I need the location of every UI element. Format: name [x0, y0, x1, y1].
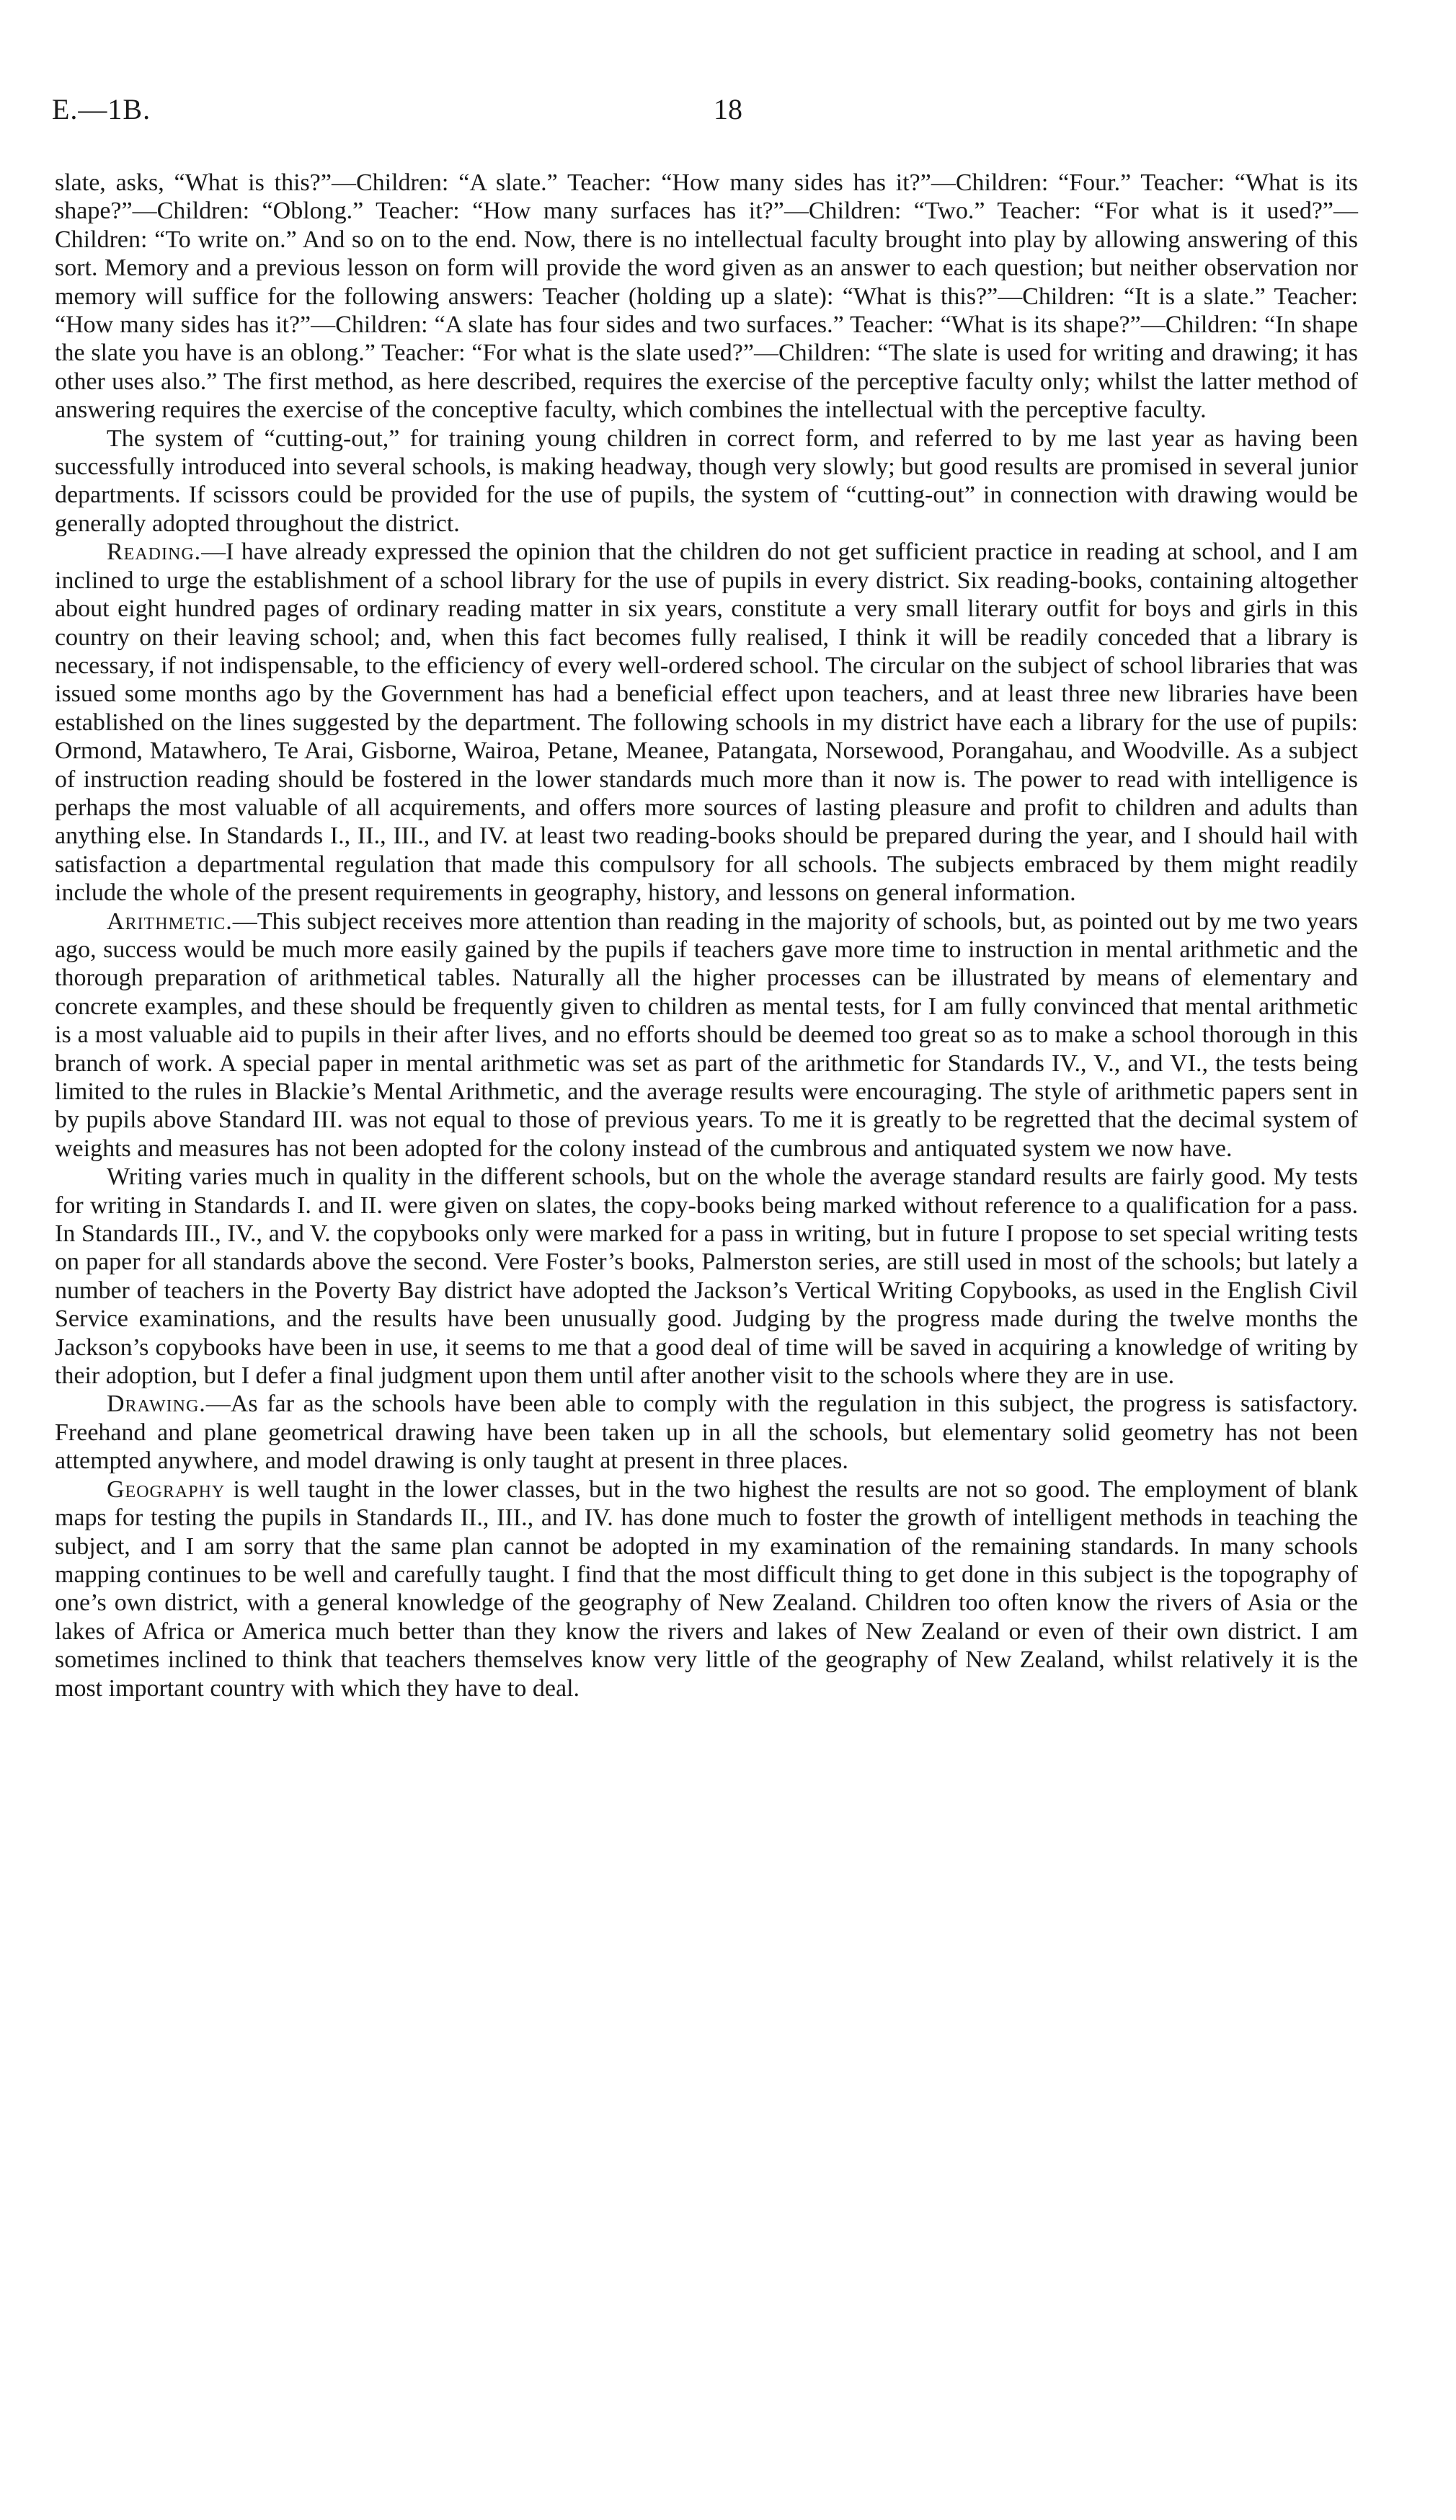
paragraph-slate-lesson [55, 169, 1358, 425]
paragraph-heading-geography: Geography [107, 1476, 226, 1503]
paragraph-cutting-out [55, 425, 1358, 538]
paragraph-text: Writing varies much in quality in the different schools, but on the whole the average standard results are fairly good. My tests for writing in Standards I. and II. were given on slates, the copy-books being marked without reference to a qualification for a pass. In Standards III., IV., and V. the copybooks only were marked for a pass in writing, but in future I propose to set special writing tests on paper for all standards above the second. Vere Foster’s books, Palmerston series, are still used in most of the schools; but lately a number of teachers in the Poverty Bay district have adopted the Jackson’s Vertical Writing Copybooks, as used in the English Civil Service examinations, and the results have been unusually good. Judging by the progress made during the twelve months the Jackson’s copybooks have been in use, it seems to me that a good deal of time will be saved in acquiring a knowledge of writing by their adoption, but I defer a final judgment upon them until after another visit to the schools where they are in use. [55, 1163, 1358, 1390]
paragraph-geography [55, 1476, 1358, 1703]
paragraph-text: slate, asks, “What is this?”—Children: “A slate.” Teacher: “How many sides has it?”—Children: “Four.” Teacher: “What is its shape?”—Children: “Oblong.” Teacher: “How many surfaces has it?”—Children: “Two.” Teacher: “For what is it used?”—Children: “To write on.” And so on to the end. Now, there is no intellectual faculty brought into play by allowing answering of this sort. Memory and a previous lesson on form will provide the word given as an answer to each question; but neither observation nor memory will suffice for the following answers: Teacher (holding up a slate): “What is this?”—Children: “It is a slate.” Teacher: “How many sides has it?”—Children: “A slate has four sides and two surfaces.” Teacher: “What is its shape?”—Children: “In shape the slate you have is an oblong.” Teacher: “For what is the slate used?”—Children: “The slate is used for writing and drawing; it has other uses also.” The first method, as here described, requires the exercise of the perceptive faculty only; whilst the latter method of answering requires the exercise of the conceptive faculty, which combines the intellectual with the perceptive faculty. [55, 169, 1358, 424]
paragraph-heading-reading: Reading. [107, 538, 202, 566]
paragraph-heading-drawing: Drawing. [107, 1390, 206, 1418]
page-header [52, 92, 1404, 136]
paragraph-text: —This subject receives more attention than reading in the majority of schools, but, as pointed out by me two years ago, success would be much more easily gained by the pupils if teachers gave more time to instruction in mental arithmetic and the thorough preparation of arithmetical tables. Naturally all the higher processes can be illustrated by means of elementary and concrete examples, and these should be frequently given to children as mental tests, for I am fully convinced that mental arithmetic is a most valuable aid to pupils in their after lives, and no efforts should be deemed too great so as to make a school thorough in this branch of work. A special paper in mental arithmetic was set as part of the arithmetic for Standards IV., V., and VI., the tests being limited to the rules in Blackie’s Mental Arithmetic, and the average results were encouraging. The style of arithmetic papers sent in by pupils above Standard III. was not equal to those of previous years. To me it is greatly to be regretted that the decimal system of weights and measures has not been adopted for the colony instead of the cumbrous and antiquated system we now have. [55, 908, 1358, 1162]
paragraph-text: The system of “cutting-out,” for training young children in correct form, and referred to by me last year as having been successfully introduced into several schools, is making headway, though very slowly; but good results are promised in several junior departments. If scissors could be provided for the use of pupils, the system of “cutting-out” in connection with drawing would be generally adopted throughout the district. [55, 425, 1358, 537]
paragraph-writing [55, 1163, 1358, 1390]
paragraph-heading-arithmetic: Arithmetic. [107, 908, 233, 935]
paragraph-drawing [55, 1390, 1358, 1475]
paragraph-text: —As far as the schools have been able to comply with the regulation in this subject, the progress is satisfactory. Freehand and plane geometrical drawing have been taken up in all the schools, but elementary solid geometry has not been attempted anywhere, and model drawing is only taught at present in three places. [55, 1390, 1358, 1475]
document-reference: E.—1B. [52, 93, 151, 125]
body-text [55, 169, 1358, 1703]
paragraph-text: —I have already expressed the opinion that the children do not get sufficient practice in reading at school, and I am inclined to urge the establishment of a school library for the use of pupils in every district. Six reading-books, containing altogether about eight hundred pages of ordinary reading matter in six years, constitute a very small literary outfit for boys and girls in this country on their leaving school; and, when this fact becomes fully realised, I think it will be readily conceded that a library is necessary, if not indispensable, to the efficiency of every well-ordered school. The circular on the subject of school libraries that was issued some months ago by the Government has had a beneficial effect upon teachers, and at least three new libraries have been established on the lines suggested by the department. The following schools in my district have each a library for the use of pupils: Ormond, Matawhero, Te Arai, Gisborne, Wairoa, Petane, Meanee, Patangata, Norsewood, Porangahau, and Woodville. As a subject of instruction reading should be fostered in the lower standards much more than it now is. The power to read with intelligence is perhaps the most valuable of all acquirements, and offers more sources of lasting pleasure and profit to children and adults than anything else. In Standards I., II., III., and IV. at least two reading-books should be prepared during the year, and I should hail with satisfaction a departmental regulation that made this compulsory for all schools. The subjects embraced by them might readily include the whole of the present requirements in geography, history, and lessons on general information. [55, 538, 1358, 907]
paragraph-reading [55, 538, 1358, 907]
paragraph-text: is well taught in the lower classes, but in the two highest the results are not so good. The employment of blank maps for testing the pupils in Standards II., III., and IV. has done much to foster the growth of intelligent methods in teaching the subject, and I am sorry that the same plan cannot be adopted in my examination of the remaining standards. In many schools mapping continues to be well and carefully taught. I find that the most difficult thing to get done in this subject is the topography of one’s own district, with a general knowledge of the geography of New Zealand. Children too often know the rivers of Asia or the lakes of Africa or America much better than they know the rivers and lakes of New Zealand or even of their own district. I am sometimes inclined to think that teachers themselves know very little of the geography of New Zealand, whilst relatively it is the most important country with which they have to deal. [55, 1476, 1358, 1702]
paragraph-arithmetic [55, 908, 1358, 1163]
page-number: 18 [714, 93, 742, 125]
